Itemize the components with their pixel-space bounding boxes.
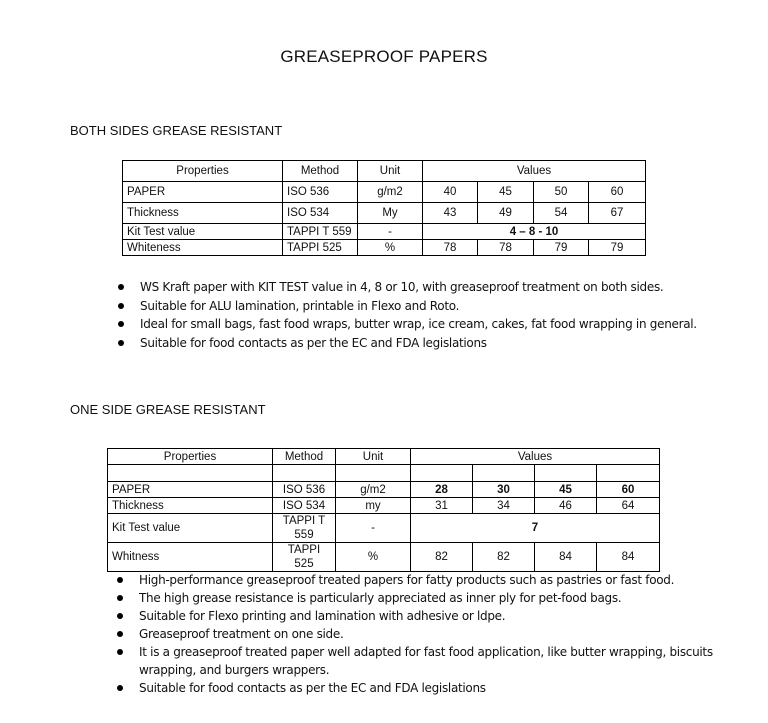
cell-property: PAPER: [123, 182, 283, 203]
empty-cell: [473, 465, 535, 482]
cell-property: Kit Test value: [123, 224, 283, 240]
header-values: Values: [411, 449, 660, 465]
cell-value: 46: [535, 498, 597, 514]
cell-property: Kit Test value: [108, 514, 273, 543]
cell-value: 40: [423, 182, 478, 203]
list-item: Ideal for small bags, fast food wraps, butter wrap, ice cream, cakes, fat food wrapping in general.: [118, 315, 728, 334]
list-item: WS Kraft paper with KIT TEST value in 4, 8 or 10, with greaseproof treatment on both sides.: [118, 278, 728, 297]
cell-value: 84: [535, 543, 597, 572]
list-item: Suitable for ALU lamination, printable in Flexo and Roto.: [118, 297, 728, 316]
cell-value: 67: [589, 203, 646, 224]
cell-value: 54: [534, 203, 589, 224]
cell-property: Thickness: [108, 498, 273, 514]
cell-method: TAPPI 525: [273, 543, 336, 572]
empty-cell: [597, 465, 660, 482]
table-header-row: [123, 161, 646, 182]
cell-property: PAPER: [108, 482, 273, 498]
section-heading-both-sides: BOTH SIDES GREASE RESISTANT: [70, 123, 283, 138]
list-item: Greaseproof treatment on one side.: [117, 625, 717, 643]
cell-value: 78: [478, 240, 534, 256]
header-method: Method: [273, 449, 336, 465]
properties-table-both-sides: [122, 160, 646, 256]
table-row: [108, 482, 660, 498]
table-row: [108, 498, 660, 514]
cell-unit: -: [358, 224, 423, 240]
cell-value: 43: [423, 203, 478, 224]
cell-method: TAPPI 525: [283, 240, 358, 256]
list-item: Suitable for Flexo printing and lamination with adhesive or ldpe.: [117, 607, 717, 625]
empty-cell: [108, 465, 273, 482]
properties-table-one-side: [107, 448, 660, 572]
empty-cell: [336, 465, 411, 482]
cell-property: Thickness: [123, 203, 283, 224]
table-row: [123, 224, 646, 240]
cell-unit: g/m2: [358, 182, 423, 203]
cell-value: 64: [597, 498, 660, 514]
feature-list-both-sides: [118, 278, 728, 352]
cell-value: 50: [534, 182, 589, 203]
table-header-row: [108, 449, 660, 465]
cell-value: 28: [411, 482, 473, 498]
table-row: [108, 543, 660, 572]
cell-unit: %: [336, 543, 411, 572]
cell-unit: -: [336, 514, 411, 543]
cell-unit: %: [358, 240, 423, 256]
table-row: [123, 240, 646, 256]
cell-value: 78: [423, 240, 478, 256]
cell-value: 31: [411, 498, 473, 514]
cell-value: 49: [478, 203, 534, 224]
header-values: Values: [423, 161, 646, 182]
cell-method: TAPPI T 559: [273, 514, 336, 543]
cell-method: ISO 536: [283, 182, 358, 203]
list-item: Suitable for food contacts as per the EC and FDA legislations: [118, 334, 728, 353]
cell-value-merged: 4 – 8 - 10: [423, 224, 646, 240]
cell-value: 60: [589, 182, 646, 203]
cell-value: 79: [534, 240, 589, 256]
cell-unit: g/m2: [336, 482, 411, 498]
feature-list-one-side: [117, 571, 717, 697]
header-unit: Unit: [358, 161, 423, 182]
empty-cell: [411, 465, 473, 482]
cell-property: Whiteness: [123, 240, 283, 256]
cell-value-merged: 7: [411, 514, 660, 543]
table-spacer-row: [108, 465, 660, 482]
list-item: Suitable for food contacts as per the EC and FDA legislations: [117, 679, 717, 697]
header-properties: Properties: [108, 449, 273, 465]
table-row: [123, 203, 646, 224]
cell-method: ISO 534: [273, 498, 336, 514]
section-heading-one-side: ONE SIDE GREASE RESISTANT: [70, 402, 266, 417]
empty-cell: [535, 465, 597, 482]
cell-value: 45: [478, 182, 534, 203]
cell-property: Whitness: [108, 543, 273, 572]
table-row: [108, 514, 660, 543]
cell-unit: my: [336, 498, 411, 514]
list-item: It is a greaseproof treated paper well adapted for fast food application, like butter wrapping, biscuits wrapping, and burgers wrappers.: [117, 643, 717, 679]
cell-value: 82: [411, 543, 473, 572]
cell-value: 30: [473, 482, 535, 498]
header-unit: Unit: [336, 449, 411, 465]
cell-value: 79: [589, 240, 646, 256]
empty-cell: [273, 465, 336, 482]
cell-value: 60: [597, 482, 660, 498]
table-row: [123, 182, 646, 203]
page-title: GREASEPROOF PAPERS: [280, 47, 488, 66]
header-properties: Properties: [123, 161, 283, 182]
header-method: Method: [283, 161, 358, 182]
cell-value: 84: [597, 543, 660, 572]
cell-method: TAPPI T 559: [283, 224, 358, 240]
cell-value: 45: [535, 482, 597, 498]
cell-value: 82: [473, 543, 535, 572]
cell-unit: My: [358, 203, 423, 224]
list-item: The high grease resistance is particularly appreciated as inner ply for pet-food bags.: [117, 589, 717, 607]
cell-value: 34: [473, 498, 535, 514]
list-item: High-performance greaseproof treated papers for fatty products such as pastries or fast food.: [117, 571, 717, 589]
cell-method: ISO 536: [273, 482, 336, 498]
cell-method: ISO 534: [283, 203, 358, 224]
